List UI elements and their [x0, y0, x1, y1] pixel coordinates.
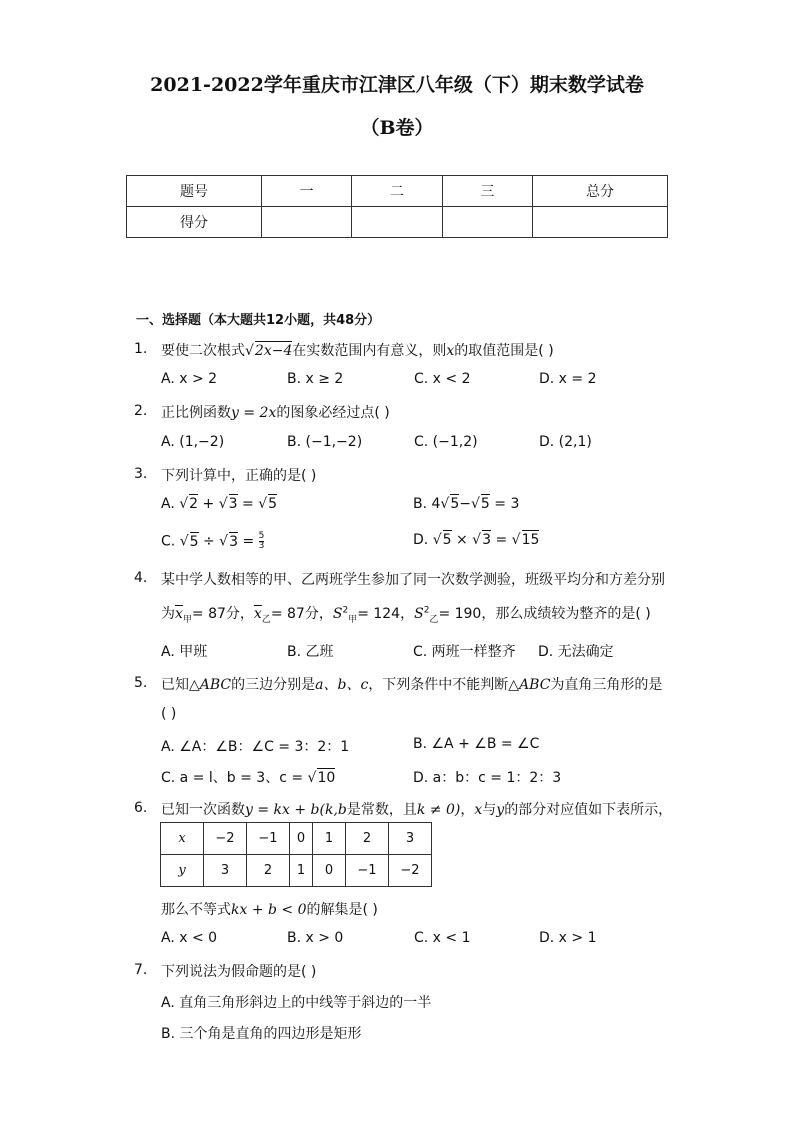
question-6-stem: 已知一次函数y = kx + b(k,b是常数，且k ≠ 0)，x与y的部分对应值如下表所示，: [161, 802, 673, 818]
option-a[interactable]: A. √2 + √3 = √5: [161, 496, 278, 512]
option-c[interactable]: C. √5 ÷ √3 = $\frac{5}{3}$: [161, 531, 265, 551]
math-var: x: [446, 343, 455, 359]
question-number: 3.: [134, 466, 148, 482]
table-cell: 1: [313, 823, 346, 855]
fraction: $\frac{5}{3}$: [258, 531, 265, 551]
section-heading: 一、选择题（本大题共12小题，共48分）: [136, 313, 381, 328]
option-b[interactable]: B. (−1,−2): [287, 434, 363, 450]
option-a[interactable]: A. 直角三角形斜边上的中线等于斜边的一半: [161, 995, 432, 1011]
text: 的图象必经过点( ): [276, 405, 390, 421]
exam-subtitle: （B卷）: [360, 117, 434, 139]
table-cell: 1: [290, 855, 313, 887]
option-b[interactable]: B. x > 0: [287, 930, 344, 946]
score-header-cell: 题号: [127, 176, 262, 207]
option-a[interactable]: A. x > 2: [161, 371, 218, 387]
option-c[interactable]: C. 两班一样整齐: [413, 644, 516, 660]
table-cell: 2: [247, 855, 290, 887]
option-d[interactable]: D. (2,1): [539, 434, 592, 450]
score-header-cell: 三: [442, 176, 532, 207]
option-d[interactable]: D. x > 1: [539, 930, 597, 946]
text: 正比例函数: [161, 405, 231, 421]
option-a[interactable]: A. (1,−2): [161, 434, 225, 450]
option-b[interactable]: B. 4√5−√5 = 3: [413, 496, 520, 512]
score-header-cell: 一: [261, 176, 351, 207]
table-cell: y: [161, 855, 204, 887]
text: 在实数范围内有意义，则: [292, 343, 447, 359]
text: 要使二次根式: [161, 343, 245, 359]
option-d[interactable]: D. a：b：c = 1：2：3: [413, 770, 562, 786]
question-4-stem-line1: 某中学人数相等的甲、乙两班学生参加了同一次数学测验，班级平均分和方差分别: [161, 572, 665, 588]
function-expr: y = 2x: [231, 405, 277, 421]
question-number: 6.: [134, 800, 148, 816]
score-cell[interactable]: [352, 207, 442, 238]
question-1-stem: [161, 340, 554, 360]
option-d[interactable]: D. 无法确定: [538, 644, 614, 660]
score-table-row: [127, 207, 668, 238]
score-table: [126, 175, 668, 238]
table-cell: 3: [389, 823, 432, 855]
table-cell: −1: [247, 823, 290, 855]
table-cell: −2: [389, 855, 432, 887]
score-header-cell: 总分: [533, 176, 668, 207]
option-c[interactable]: C. x < 1: [414, 930, 471, 946]
table-cell: 2: [346, 823, 389, 855]
question-5-stem-line2: ( ): [161, 706, 177, 722]
question-6-stem-line2: 那么不等式kx + b < 0的解集是( ): [161, 902, 378, 918]
question-7-stem: 下列说法为假命题的是( ): [161, 964, 317, 980]
option-b[interactable]: B. ∠A + ∠B = ∠C: [413, 736, 540, 752]
option-c[interactable]: C. x < 2: [414, 371, 471, 387]
radicand: 2x−4: [254, 343, 293, 359]
option-c[interactable]: C. (−1,2): [414, 434, 478, 450]
option-a[interactable]: A. x < 0: [161, 930, 218, 946]
score-cell[interactable]: [442, 207, 532, 238]
question-number: 4.: [134, 570, 148, 586]
radical-sign: √: [245, 343, 254, 359]
table-cell: 3: [204, 855, 247, 887]
option-d[interactable]: D. √5 × √3 = √15: [413, 532, 540, 548]
table-cell: −1: [346, 855, 389, 887]
table-cell: x: [161, 823, 204, 855]
xy-value-table: [160, 822, 432, 887]
text: 的取值范围是( ): [454, 343, 554, 359]
question-number: 5.: [134, 675, 148, 691]
option-d[interactable]: D. x = 2: [539, 371, 597, 387]
score-header-cell: 二: [352, 176, 442, 207]
table-cell: −2: [204, 823, 247, 855]
option-b[interactable]: B. 三个角是直角的四边形是矩形: [161, 1026, 362, 1042]
question-5-stem: 已知△ABC的三边分别是a、b、c，下列条件中不能判断△ABC为直角三角形的是: [161, 677, 663, 693]
score-table-header-row: [127, 176, 668, 207]
option-c[interactable]: C. a = l、b = 3、c = √10: [161, 770, 336, 786]
score-cell[interactable]: [533, 207, 668, 238]
table-row: [161, 823, 432, 855]
option-a[interactable]: A. ∠A：∠B：∠C = 3：2：1: [161, 739, 350, 755]
question-3-stem: 下列计算中，正确的是( ): [161, 468, 317, 484]
table-cell: 0: [290, 823, 313, 855]
table-cell: 0: [313, 855, 346, 887]
question-4-stem-line2: 为$\overline{x}_甲= 87$分，$\overline{x}_乙= 87$分，$S^2_甲= 124$，$S^2_乙= 190$，那么成绩较为整齐的是( ): [161, 605, 651, 625]
question-number: 7.: [134, 962, 148, 978]
question-number: 2.: [134, 403, 148, 419]
table-row: [161, 855, 432, 887]
exam-title: 2021-2022学年重庆市江津区八年级（下）期末数学试卷: [150, 74, 644, 96]
option-b[interactable]: B. 乙班: [287, 644, 334, 660]
option-a[interactable]: A. 甲班: [161, 644, 208, 660]
question-number: 1.: [134, 341, 148, 357]
option-b[interactable]: B. x ≥ 2: [287, 371, 344, 387]
score-row-label: 得分: [127, 207, 262, 238]
score-cell[interactable]: [261, 207, 351, 238]
question-2-stem: [161, 402, 390, 422]
